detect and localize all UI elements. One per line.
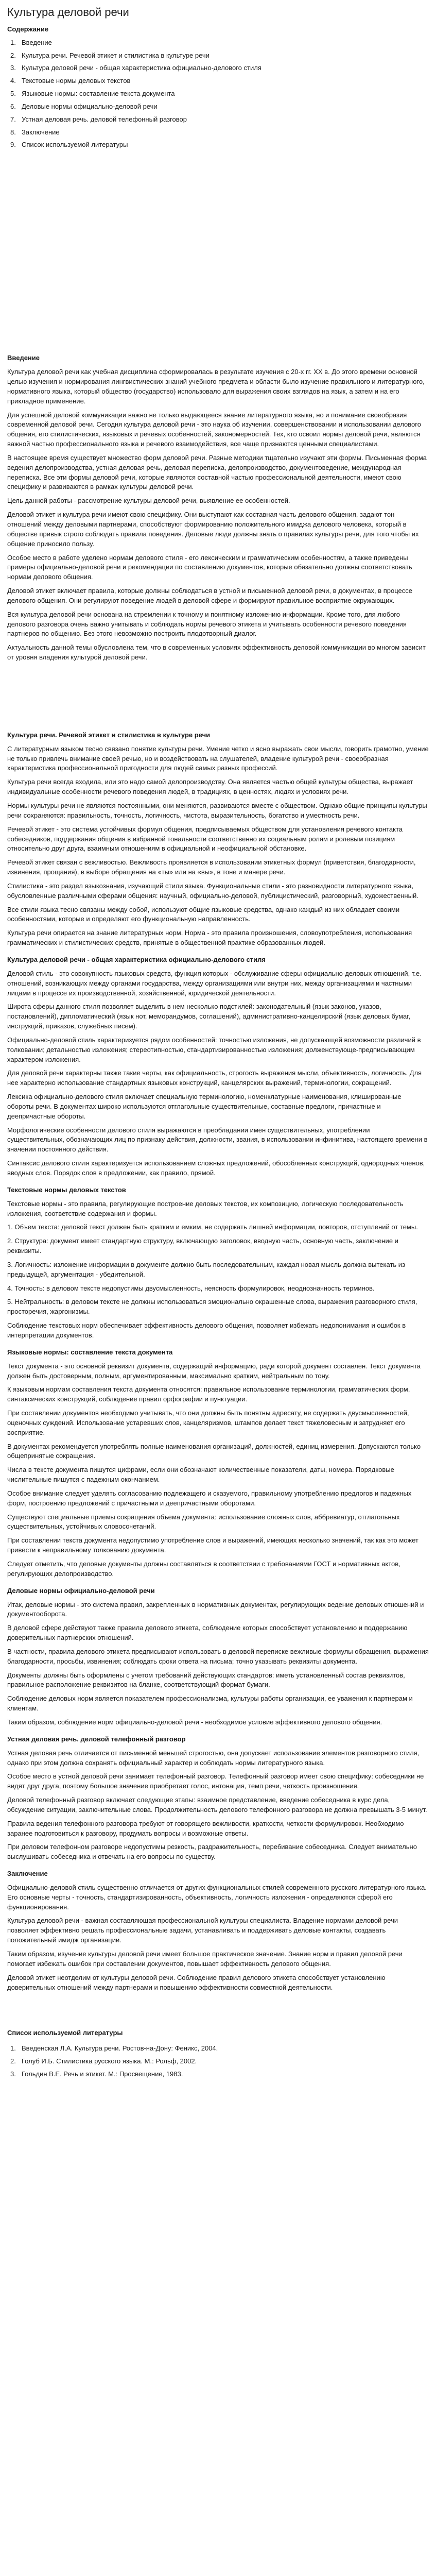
paragraph: Морфологические особенности делового стиля выражаются в преобладании имен существительных, употреблении существительных, обозначающих лиц по признаку действия, должности, звания, в использовании инфинитива, настоящего времени в значении постоянного действия. [7, 1126, 428, 1154]
paragraph: Особое внимание следует уделять согласованию подлежащего и сказуемого, правильному употреблению предлогов и падежных форм, построению предложений с причастными и деепричастными оборотами. [7, 1489, 412, 1507]
section-title: Культура деловой речи - общая характеристика официально-делового стиля [7, 955, 266, 963]
paragraph: Деловой стиль - это совокупность языковых средств, функция которых - обслуживание сферы официально-деловых отношений, т.е. отношений, возникающих между органами государства, между организациями или внутри них, между организациями и частными лицами в процессе их производственной, хозяйственной, юридической деятельности. [7, 969, 422, 997]
paragraph: В документах рекомендуется употреблять полные наименования организаций, должностей, единиц измерения. Допускаются только общепринятые сокращения. [7, 1442, 421, 1460]
paragraph: При составлении текста документа недопустимо употребление слов и выражений, имеющих несколько значений, так как это может привести к неправильному толкованию документа. [7, 1536, 418, 1554]
paragraph: Таким образом, соблюдение норм официально-деловой речи - необходимое условие эффективного делового общения. [7, 1718, 382, 1726]
toc-item-number: 5. [10, 90, 16, 98]
paragraph: Синтаксис делового стиля характеризуется использованием сложных предложений, обособленных конструкций, однородных членов, вводных слов. Порядок слов в предложении, как правило, прямой. [7, 1159, 425, 1177]
toc-link[interactable]: Введение [22, 38, 52, 46]
bibliography-item [7, 2068, 429, 2081]
paragraph: 2. Структура: документ имеет стандартную структуру, включающую заголовок, вводную часть, основную часть, заключение и реквизиты. [7, 1237, 398, 1255]
paragraph: Для успешной деловой коммуникации важно не только выдающееся знание литературного языка, но и понимание своеобразия современной деловой речи. Сегодня культура деловой речи - это наука об изучении, совершенствовании и использовании делового общения, его стилистических, языковых и речевых особенностей, закономерностей. Тех, кто освоил нормы деловой речи, являются важной частью профессионального языка и речевого взаимодействия, все чаще признаются ценными специалистами. [7, 411, 421, 448]
paragraph: Следует отметить, что деловые документы должны составляться в соответствии с требованиями ГОСТ и нормативных актов, регулирующих делопроизводство. [7, 1560, 400, 1578]
paragraph: В частности, правила делового этикета предписывают использовать в деловой переписке вежливые формулы обращения, выражения благодарности, просьбы, извинения; соблюдать сроки ответа на письма; точно указывать реквизиты документа. [7, 1647, 429, 1665]
paragraph: Документы должны быть оформлены с учетом требований действующих стандартов: иметь установленный состав реквизитов, правильное расположение реквизитов на бланке, соответствующий формат бумаги. [7, 1671, 405, 1689]
section-title: Устная деловая речь. деловой телефонный разговор [7, 1735, 186, 1743]
bibliography-list [7, 2042, 429, 2081]
paragraph: Вся культура деловой речи основана на стремлении к точному и понятному изложению информации. Кроме того, для любого делового разговора очень важно учитывать и соблюдать нормы речевого этикета и учитывать особенности речевого поведения партнеров по общению. Без этого невозможно построить плодотворный диалог. [7, 610, 407, 638]
bibliography-item [7, 2055, 429, 2068]
paragraph: Для деловой речи характерны также такие черты, как официальность, строгость выражения мысли, объективность, логичность. Для нее характерно использование стандартных языковых конструкций, канцелярских выражений, терминологии, сокращений. [7, 1069, 422, 1087]
toc-item [7, 100, 429, 113]
bibliography [7, 2028, 429, 2080]
section-s6 [7, 1586, 429, 1727]
paragraph: Существуют специальные приемы сокращения объема документа: использование сложных слов, аббревиатур, отглагольных существительных, устойчивых словосочетаний. [7, 1513, 400, 1531]
toc-item-number: 2. [10, 51, 16, 59]
paragraph: Речевой этикет связан с вежливостью. Вежливость проявляется в использовании этикетных формул (приветствия, благодарности, извинения, прощания), в выборе обращения на «ты» или на «вы», в тоне и манере речи. [7, 858, 416, 876]
paragraph: С литературным языком тесно связано понятие культуры речи. Умение четко и ясно выражать свои мысли, говорить грамотно, умение не только привлечь внимание своей речью, но и воздействовать на слушателей, владение культурой речи - своеобразная характеристика профессиональной пригодности для людей самых разных профессий. [7, 744, 429, 772]
toc-link[interactable]: Культура деловой речи - общая характеристика официально-делового стиля [22, 64, 261, 72]
paragraph: Культура деловой речи как учебная дисциплина сформировалась в результате изучения с 20-х гг. XX в. До этого времени основной целью изучения и нормирования лингвистических знаний учебного предмета и области было изучение правильного и литературного, нормативного языка, который общество (государство) использовало для выражения своих взглядов на язык, а затем и на его прикладное применение. [7, 368, 425, 405]
paragraph: Официально-деловой стиль существенно отличается от других функциональных стилей современного русского литературного языка. Его основные черты - точность, стандартизированность, объективность, логичность изложения - определяются сферой его функционирования. [7, 1883, 427, 1911]
toc-link[interactable]: Текстовые нормы деловых текстов [22, 77, 131, 85]
toc-item-number: 1. [10, 38, 16, 46]
paragraph: Особое место в работе уделено нормам делового стиля - его лексическим и грамматическим особенностям, а также приведены примеры официально-деловой речи и рекомендации по составлению документов, которые обязательно должны соответствовать нормам делового общения. [7, 553, 412, 581]
toc-link[interactable]: Деловые нормы официально-деловой речи [22, 102, 158, 110]
paragraph: Стилистика - это раздел языкознания, изучающий стили языка. Функциональные стили - это разновидности литературного языка, обусловленные различными сферами общения: научный, официально-деловой, публицистический, разговорный, художественный. [7, 882, 418, 900]
paragraph: Деловой этикет включает правила, которые должны соблюдаться в устной и письменной деловой речи, в документах, в процессе делового общения. Они регулируют поведение людей в деловой сфере и формируют правильное восприятие окружающих. [7, 587, 413, 604]
paragraph: К языковым нормам составления текста документа относятся: правильное использование терминологии, грамматических форм, синтаксических конструкций, соблюдение правил орфографии и пунктуации. [7, 1385, 410, 1403]
paragraph: Цель данной работы - рассмотрение культуры деловой речи, выявление ее особенностей. [7, 497, 290, 505]
document-body [7, 156, 429, 1992]
section-s5 [7, 1348, 429, 1579]
paragraph: Особое место в устной деловой речи занимает телефонный разговор. Телефонный разговор имеет свою специфику: собеседники не видят друг друга, поэтому большое значение приобретает голос, интонация, темп речи, четкость произношения. [7, 1772, 424, 1790]
paragraph: Таким образом, изучение культуры деловой речи имеет большое практическое значение. Знание норм и правил деловой речи помогает избежать ошибок при составлении документов, повышает эффективность делового общения. [7, 1950, 403, 1968]
toc-item-number: 3. [10, 64, 16, 72]
toc-item [7, 75, 429, 88]
toc-item [7, 49, 429, 62]
section-s3 [7, 955, 429, 1178]
toc-link[interactable]: Список используемой литературы [22, 141, 128, 149]
paragraph: При составлении документов необходимо учитывать, что они должны быть понятны адресату, не содержать двусмысленностей, оценочных суждений. Использование устаревших слов, канцеляризмов, штампов делает текст тяжеловесным и затрудняет его восприятие. [7, 1409, 409, 1436]
paragraph: 3. Логичность: изложение информации в документе должно быть последовательным, каждая новая мысль должна вытекать из предыдущей, аргументация - убедительной. [7, 1260, 406, 1278]
section-title: Деловые нормы официально-деловой речи [7, 1586, 155, 1595]
section-title: Языковые нормы: составление текста документа [7, 1348, 173, 1356]
section-s7 [7, 1735, 429, 1862]
toc-link[interactable]: Устная деловая речь. деловой телефонный разговор [22, 115, 187, 123]
toc-item-number: 7. [10, 115, 16, 123]
toc-item [7, 126, 429, 139]
toc-item [7, 88, 429, 100]
paragraph: Деловой телефонный разговор включает следующие этапы: взаимное представление, введение собеседника в курс дела, обсуждение ситуации, заключительные слова. Продолжительность делового телефонного разговора не должна превышать 3-5 минут. [7, 1796, 427, 1814]
section-intro [7, 353, 429, 663]
document-title: Культура деловой речи [7, 6, 129, 19]
toc-spacer [7, 156, 429, 346]
paragraph: Соблюдение текстовых норм обеспечивает эффективность делового общения, позволяет избежать недопонимания и ошибок в интерпретации документов. [7, 1321, 406, 1339]
paragraph: Нормы культуры речи не являются постоянными, они меняются, развиваются вместе с обществом. Однако общие принципы культуры речи сохраняются: правильность, точность, логичность, чистота, выразительность, богатство и уместность речи. [7, 802, 427, 819]
paragraph: Культура речи всегда входила, или это надо самой делопроизводству. Она является частью общей культуры общества, выражает индивидуальные особенности речевого поведения людей, в традициях, в ценностях, людях и условиях речи. [7, 778, 413, 796]
section-title: Текстовые нормы деловых текстов [7, 1185, 126, 1194]
toc-item-number: 6. [10, 102, 16, 110]
paragraph: Деловой этикет и культура речи имеют свою специфику. Они выступают как составная часть делового общения, задают тон отношений между деловыми партнерами, способствуют формированию положительного имиджа делового человека, который в обществе привык строго соблюдать правила поведения. Деловые люди должны знать о правилах культуры речи, для того чтобы их общение приносило пользу. [7, 511, 419, 548]
paragraph: Правила ведения телефонного разговора требуют от говорящего вежливости, краткости, четкости формулировок. Необходимо заранее подготовиться к разговору, продумать вопросы и возможные ответы. [7, 1819, 404, 1837]
bibliography-item-text: Введенская Л.А. Культура речи. Ростов-на-Дону: Феникс, 2004. [22, 2044, 218, 2053]
paragraph: Актуальность данной темы обусловлена тем, что в современных условиях эффективность деловой коммуникации во многом зависит от уровня владения культурой деловой речи. [7, 643, 426, 662]
toc-item-number: 8. [10, 128, 16, 136]
paragraph: Официально-деловой стиль характеризуется рядом особенностей: точностью изложения, не допускающей возможности различий в толковании; детальностью изложения; стереотипностью, стандартизированностью изложения; долженствующе-предписывающим характером изложения. [7, 1036, 421, 1063]
paragraph: Деловой этикет неотделим от культуры деловой речи. Соблюдение правил делового этикета способствует установлению доверительных отношений между партнерами и повышению эффективности совместной деятельности. [7, 1973, 386, 1991]
section-title: Введение [7, 354, 40, 362]
section-title: Культура речи. Речевой этикет и стилистика в культуре речи [7, 731, 211, 739]
section-s2 [7, 731, 429, 948]
toc-link[interactable]: Языковые нормы: составление текста документа [22, 90, 175, 98]
paragraph: Устная деловая речь отличается от письменной меньшей строгостью, она допускает использование элементов разговорного стиля, однако при этом должна сохранять официальный характер и соблюдать нормы литературного языка. [7, 1749, 420, 1767]
paragraph: 4. Точность: в деловом тексте недопустимы двусмысленность, неясность формулировок, неоднозначность терминов. [7, 1284, 375, 1292]
paragraph: 1. Объем текста: деловой текст должен быть кратким и емким, не содержать лишней информации, повторов, отступлений от темы. [7, 1223, 418, 1231]
paragraph: Текст документа - это основной реквизит документа, содержащий информацию, ради которой документ составлен. Текст документа должен быть достоверным, полным, аргументированным, максимально кратким, нейтральным по тону. [7, 1362, 421, 1380]
table-of-contents [7, 37, 429, 152]
toc-item [7, 139, 429, 151]
bibliography-item-number: 2. [10, 2057, 16, 2065]
toc-heading: Содержание [7, 25, 49, 33]
toc-item [7, 62, 429, 75]
paragraph: Лексика официально-делового стиля включает специальную терминологию, номенклатурные наименования, клишированные обороты речи. В документах широко используются отглагольные существительные, составные предлоги, причастные и деепричастные обороты. [7, 1093, 402, 1120]
paragraph: Итак, деловые нормы - это система правил, закрепленных в нормативных документах, регулирующих ведение деловых отношений и документооборота. [7, 1600, 424, 1618]
bibliography-title: Список используемой литературы [7, 2029, 123, 2037]
toc-link[interactable]: Культура речи. Речевой этикет и стилистика в культуре речи [22, 51, 210, 59]
paragraph: Текстовые нормы - это правила, регулирующие построение деловых текстов, их композицию, логическую последовательность изложения, соответствие содержания и формы. [7, 1199, 404, 1217]
paragraph: Речевой этикет - это система устойчивых формул общения, предписываемых обществом для установления речевого контакта собеседников, поддержания общения в избранной тональности соответственно их социальным ролям и ролевым позициям относительно друг друга, взаимным отношениям в официальной и неофициальной обстановке. [7, 825, 403, 853]
paragraph: Все стили языка тесно связаны между собой, используют общие языковые средства, однако каждый из них обладает своими особенностями, которые и определяют его функциональную направленность. [7, 905, 400, 923]
bibliography-item [7, 2042, 429, 2055]
paragraph: Широта сферы данного стиля позволяет выделить в нем несколько подстилей: законодательный (язык законов, указов, постановлений), дипломатический (язык нот, меморандумов, соглашений), административно-канцелярский (язык деловых бумаг, инструкций, приказов, служебных писем). [7, 1003, 411, 1030]
paragraph: 5. Нейтральность: в деловом тексте не должны использоваться эмоционально окрашенные слова, выражения разговорного стиля, просторечия, жаргонизмы. [7, 1298, 417, 1316]
section-gap [7, 667, 429, 723]
paragraph: Числа в тексте документа пишутся цифрами, если они обозначают количественные показатели, даты, номера. Порядковые числительные пишутся с падежным окончанием. [7, 1466, 394, 1484]
paragraph: В деловой сфере действуют также правила делового этикета, соблюдение которых способствует установлению и поддержанию доверительных партнерских отношений. [7, 1624, 408, 1642]
section-title: Заключение [7, 1870, 48, 1878]
paragraph: При деловом телефонном разговоре недопустимы резкость, раздражительность, перебивание собеседника. Следует внимательно выслушивать собеседника и отвечать на его вопросы по существу. [7, 1843, 417, 1861]
section-s4 [7, 1185, 429, 1341]
bibliography-item-text: Голуб И.Б. Стилистика русского языка. М.: Рольф, 2002. [22, 2057, 197, 2065]
toc-item-number: 4. [10, 77, 16, 85]
bibliography-item-text: Гольдин В.Е. Речь и этикет. М.: Просвещение, 1983. [22, 2070, 183, 2078]
toc-item [7, 113, 429, 126]
section-s8 [7, 1869, 429, 1992]
paragraph: В настоящее время существует множество форм деловой речи. Разные методики тщательно изучают эти формы. Письменная форма ведения делопроизводства, устная деловая речь, деловая переписка, делопроизводство, документоведение, международная переписка. Все эти формы деловой речи, которые являются составной частью профессиональной деятельности, имеют свою специфику и развиваются в рамках культуры деловой речи. [7, 453, 427, 491]
toc-link[interactable]: Заключение [22, 128, 60, 136]
paragraph: Культура речи опирается на знание литературных норм. Норма - это правила произношения, словоупотребления, использования грамматических и стилистических средств, принятые в общественной практике образованных людей. [7, 929, 412, 947]
toc-item-number: 9. [10, 141, 16, 149]
bibliography-item-number: 3. [10, 2070, 16, 2078]
bibliography-item-number: 1. [10, 2044, 16, 2053]
toc-item [7, 37, 429, 49]
paragraph: Соблюдение деловых норм является показателем профессионализма, культуры работы организации, ее уважения к партнерам и клиентам. [7, 1694, 413, 1713]
paragraph: Культура деловой речи - важная составляющая профессиональной культуры специалиста. Владение нормами деловой речи позволяет эффективно решать профессиональные задачи, устанавливать и поддерживать деловые контакты, создавать положительный имидж организации. [7, 1917, 398, 1944]
